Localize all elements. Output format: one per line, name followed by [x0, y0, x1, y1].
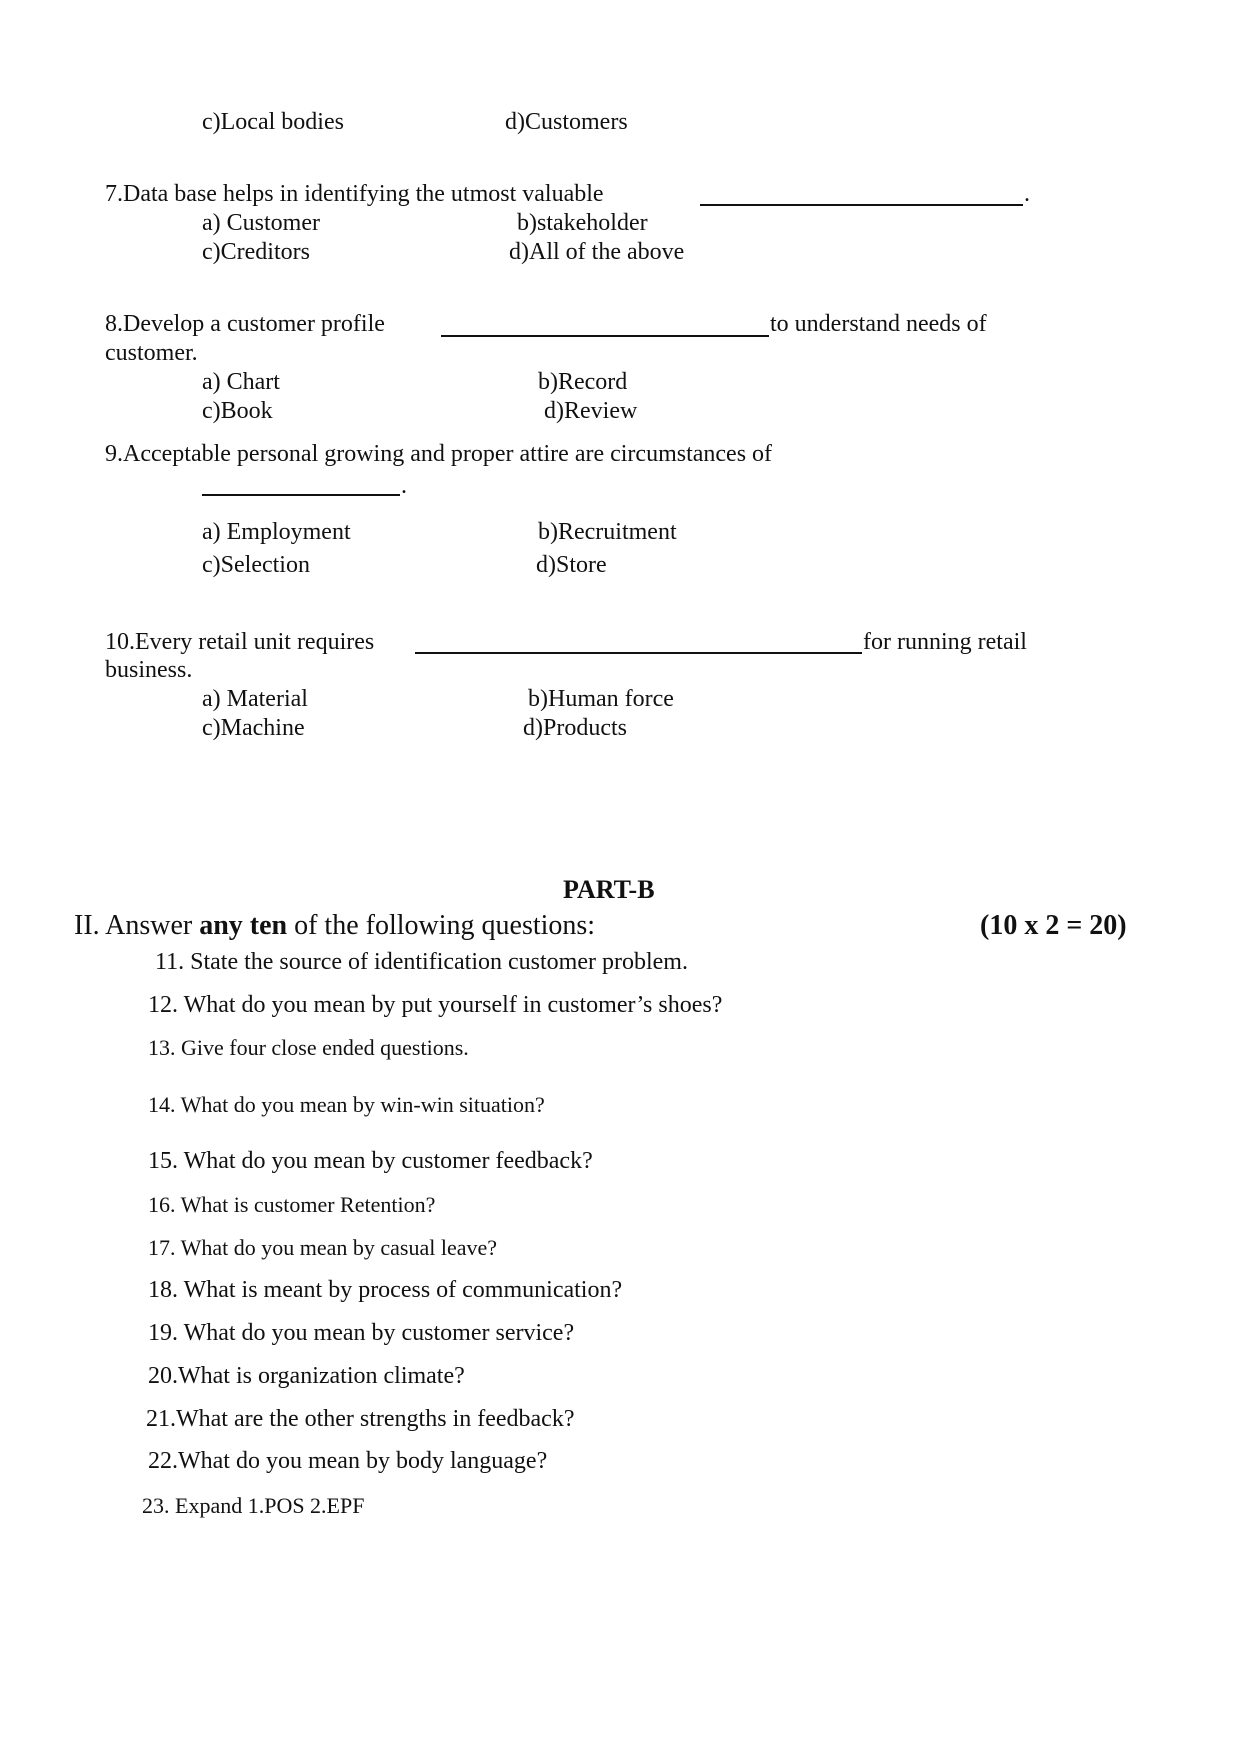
question-21: 21.What are the other strengths in feedback?: [146, 1406, 575, 1432]
q9-option-a: a) Employment: [202, 519, 351, 545]
q10-after-blank: for running retail: [863, 629, 1027, 655]
q8-option-b: b)Record: [538, 369, 628, 395]
question-16: 16. What is customer Retention?: [148, 1192, 436, 1217]
q8-answer-blank: [441, 335, 769, 337]
q9-answer-blank: [202, 494, 400, 496]
q10-option-c: c)Machine: [202, 715, 305, 741]
question-22: 22.What do you mean by body language?: [148, 1448, 548, 1474]
q10-option-d: d)Products: [523, 715, 627, 741]
q7-option-d: d)All of the above: [509, 239, 685, 265]
q8-after-blank: to understand needs of: [770, 311, 987, 337]
q9-stem: 9.Acceptable personal growing and proper attire are circumstances of: [105, 441, 773, 467]
question-20: 20.What is organization climate?: [148, 1363, 465, 1389]
question-11: 11. State the source of identification customer problem.: [155, 949, 688, 975]
q9-option-c: c)Selection: [202, 552, 310, 578]
question-14: 14. What do you mean by win-win situation?: [148, 1092, 545, 1117]
instruction-prefix: II. Answer: [74, 910, 200, 941]
q10-stem: 10.Every retail unit requires: [105, 629, 375, 655]
q8-wrap: customer.: [105, 340, 198, 366]
q8-option-c: c)Book: [202, 398, 273, 424]
question-17: 17. What do you mean by casual leave?: [148, 1235, 498, 1260]
part-b-heading: PART-B: [563, 875, 655, 904]
question-18: 18. What is meant by process of communication?: [148, 1277, 623, 1303]
q8-option-d: d)Review: [544, 398, 638, 424]
q9-option-d: d)Store: [536, 552, 607, 578]
q10-option-a: a) Material: [202, 686, 308, 712]
q6-option-c: c)Local bodies: [202, 109, 344, 135]
q7-stem: 7.Data base helps in identifying the utmost valuable: [105, 181, 604, 207]
question-15: 15. What do you mean by customer feedback?: [148, 1148, 593, 1174]
q7-option-a: a) Customer: [202, 210, 320, 236]
question-19: 19. What do you mean by customer service?: [148, 1320, 575, 1346]
q8-option-a: a) Chart: [202, 369, 280, 395]
q7-answer-blank: [700, 204, 1023, 206]
instruction-suffix: of the following questions:: [287, 910, 596, 941]
q7-option-b: b)stakeholder: [517, 210, 648, 236]
q7-tail: .: [1024, 181, 1030, 207]
part-b-instruction: [74, 910, 595, 942]
q10-wrap: business.: [105, 657, 193, 683]
q9-option-b: b)Recruitment: [538, 519, 677, 545]
q6-option-d: d)Customers: [505, 109, 628, 135]
part-b-marks: (10 x 2 = 20): [980, 910, 1127, 941]
instruction-emphasis: any ten: [199, 910, 288, 941]
q8-stem: 8.Develop a customer profile: [105, 311, 385, 337]
question-23: 23. Expand 1.POS 2.EPF: [142, 1493, 365, 1518]
q10-option-b: b)Human force: [528, 686, 674, 712]
question-12: 12. What do you mean by put yourself in customer’s shoes?: [148, 992, 723, 1018]
q9-tail: .: [401, 473, 407, 499]
q10-answer-blank: [415, 652, 862, 654]
question-13: 13. Give four close ended questions.: [148, 1035, 469, 1060]
q7-option-c: c)Creditors: [202, 239, 310, 265]
